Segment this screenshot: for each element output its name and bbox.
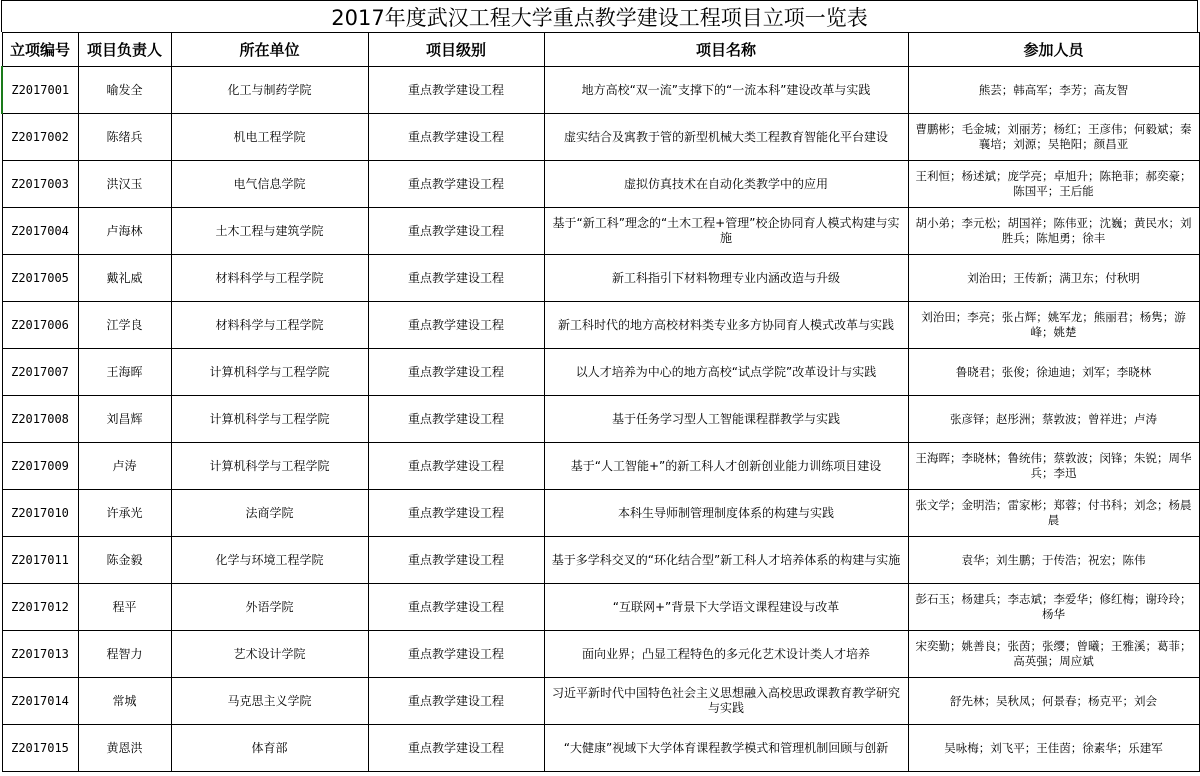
- table-row: [2, 490, 1199, 537]
- cell-leader[interactable]: 许承光: [78, 490, 171, 537]
- cell-members[interactable]: 曹鹏彬；毛金城；刘丽芳；杨红；王彦伟；何毅斌；秦襄培；刘源；吴艳阳；颜昌亚: [908, 114, 1199, 161]
- cell-project-id[interactable]: Z2017010: [2, 490, 78, 537]
- cell-leader[interactable]: 卢海林: [78, 208, 171, 255]
- cell-project-name[interactable]: 面向业界；凸显工程特色的多元化艺术设计类人才培养: [544, 631, 908, 678]
- cell-members[interactable]: 袁华；刘生鹏；于传浩；祝宏；陈伟: [908, 537, 1199, 584]
- cell-project-name[interactable]: 本科生导师制管理制度体系的构建与实践: [544, 490, 908, 537]
- cell-level[interactable]: 重点教学建设工程: [368, 490, 544, 537]
- col-header-members[interactable]: 参加人员: [908, 33, 1199, 67]
- cell-level[interactable]: 重点教学建设工程: [368, 396, 544, 443]
- cell-project-name[interactable]: 基于“新工科”理念的“土木工程+管理”校企协同育人模式构建与实施: [544, 208, 908, 255]
- cell-leader[interactable]: 陈绪兵: [78, 114, 171, 161]
- cell-unit[interactable]: 法商学院: [171, 490, 368, 537]
- table-row: [2, 67, 1199, 114]
- cell-members[interactable]: 张文学；金明浩；雷家彬；郑蓉；付书科；刘念；杨晨晨: [908, 490, 1199, 537]
- cell-project-id[interactable]: Z2017005: [2, 255, 78, 302]
- table-row: [2, 443, 1199, 490]
- cell-unit[interactable]: 机电工程学院: [171, 114, 368, 161]
- cell-project-id[interactable]: Z2017004: [2, 208, 78, 255]
- col-header-project-name[interactable]: 项目名称: [544, 33, 908, 67]
- cell-level[interactable]: 重点教学建设工程: [368, 584, 544, 631]
- cell-members[interactable]: 刘治田；李亮；张占辉；姚军龙；熊丽君；杨隽；游峰；姚楚: [908, 302, 1199, 349]
- cell-level[interactable]: 重点教学建设工程: [368, 443, 544, 490]
- cell-project-name[interactable]: 习近平新时代中国特色社会主义思想融入高校思政课教育教学研究与实践: [544, 678, 908, 725]
- cell-project-name[interactable]: “互联网+”背景下大学语文课程建设与改革: [544, 584, 908, 631]
- sheet-title: 2017年度武汉工程大学重点教学建设工程项目立项一览表: [1, 0, 1198, 32]
- cell-members[interactable]: 王利恒；杨述斌；庞学亮；卓旭升；陈艳菲；郝奕豪；陈国平；王后能: [908, 161, 1199, 208]
- header-row: [2, 33, 1199, 67]
- cell-members[interactable]: 张彦铎；赵彤洲；蔡敦波；曾祥进；卢涛: [908, 396, 1199, 443]
- cell-project-name[interactable]: 地方高校“双一流”支撑下的“一流本科”建设改革与实践: [544, 67, 908, 114]
- cell-project-name[interactable]: 虚实结合及寓教于管的新型机械大类工程教育智能化平台建设: [544, 114, 908, 161]
- cell-project-id[interactable]: Z2017014: [2, 678, 78, 725]
- cell-project-name[interactable]: 新工科时代的地方高校材料类专业多方协同育人模式改革与实践: [544, 302, 908, 349]
- cell-project-id[interactable]: Z2017008: [2, 396, 78, 443]
- cell-project-id[interactable]: Z2017013: [2, 631, 78, 678]
- cell-project-name[interactable]: 虚拟仿真技术在自动化类教学中的应用: [544, 161, 908, 208]
- table-row: [2, 584, 1199, 631]
- cell-project-name[interactable]: 基于多学科交叉的“环化结合型”新工科人才培养体系的构建与实施: [544, 537, 908, 584]
- col-header-id[interactable]: 立项编号: [2, 33, 78, 67]
- cell-leader[interactable]: 喻发全: [78, 67, 171, 114]
- cell-leader[interactable]: 程平: [78, 584, 171, 631]
- cell-level[interactable]: 重点教学建设工程: [368, 255, 544, 302]
- col-header-level[interactable]: 项目级别: [368, 33, 544, 67]
- cell-project-id[interactable]: Z2017015: [2, 725, 78, 772]
- cell-project-name[interactable]: 基于任务学习型人工智能课程群教学与实践: [544, 396, 908, 443]
- cell-project-name[interactable]: “大健康”视域下大学体育课程教学模式和管理机制回顾与创新: [544, 725, 908, 772]
- cell-unit[interactable]: 计算机科学与工程学院: [171, 349, 368, 396]
- cell-project-id[interactable]: Z2017012: [2, 584, 78, 631]
- cell-level[interactable]: 重点教学建设工程: [368, 208, 544, 255]
- table-row: [2, 396, 1199, 443]
- table-row: [2, 725, 1199, 772]
- cell-members[interactable]: 宋奕勤；姚善良；张茵；张缨；曾曦；王雅溪；葛菲；高英强；周应斌: [908, 631, 1199, 678]
- cell-leader[interactable]: 刘昌辉: [78, 396, 171, 443]
- cell-members[interactable]: 舒先林；吴秋凤；何景春；杨克平；刘会: [908, 678, 1199, 725]
- cell-level[interactable]: 重点教学建设工程: [368, 349, 544, 396]
- cell-level[interactable]: 重点教学建设工程: [368, 67, 544, 114]
- table-row: [2, 255, 1199, 302]
- spreadsheet: [1, 0, 1198, 772]
- cell-level[interactable]: 重点教学建设工程: [368, 114, 544, 161]
- cell-project-name[interactable]: 基于“人工智能+”的新工科人才创新创业能力训练项目建设: [544, 443, 908, 490]
- cell-members[interactable]: 彭石玉；杨建兵；李志斌；李爱华；修红梅；谢玲玲；杨华: [908, 584, 1199, 631]
- cell-project-name[interactable]: 以人才培养为中心的地方高校“试点学院”改革设计与实践: [544, 349, 908, 396]
- cell-members[interactable]: 吴咏梅；刘飞平；王佳茵；徐素华；乐建军: [908, 725, 1199, 772]
- cell-project-id[interactable]: Z2017011: [2, 537, 78, 584]
- cell-members[interactable]: 刘治田；王传新；满卫东；付秋明: [908, 255, 1199, 302]
- cell-unit[interactable]: 外语学院: [171, 584, 368, 631]
- cell-members[interactable]: 鲁晓君；张俊；徐迪迪；刘军；李晓林: [908, 349, 1199, 396]
- table-row: [2, 631, 1199, 678]
- cell-unit[interactable]: 艺术设计学院: [171, 631, 368, 678]
- cell-leader[interactable]: 王海晖: [78, 349, 171, 396]
- col-header-unit[interactable]: 所在单位: [171, 33, 368, 67]
- cell-level[interactable]: 重点教学建设工程: [368, 678, 544, 725]
- cell-level[interactable]: 重点教学建设工程: [368, 302, 544, 349]
- cell-level[interactable]: 重点教学建设工程: [368, 725, 544, 772]
- cell-unit[interactable]: 计算机科学与工程学院: [171, 443, 368, 490]
- table-row: [2, 161, 1199, 208]
- table-row: [2, 302, 1199, 349]
- cell-project-id[interactable]: Z2017003: [2, 161, 78, 208]
- cell-leader[interactable]: 江学良: [78, 302, 171, 349]
- cell-project-id[interactable]: Z2017001: [2, 67, 78, 114]
- cell-project-id[interactable]: Z2017009: [2, 443, 78, 490]
- cell-level[interactable]: 重点教学建设工程: [368, 537, 544, 584]
- cell-unit[interactable]: 计算机科学与工程学院: [171, 396, 368, 443]
- cell-unit[interactable]: 化学与环境工程学院: [171, 537, 368, 584]
- table-row: [2, 114, 1199, 161]
- table-row: [2, 537, 1199, 584]
- cell-project-name[interactable]: 新工科指引下材料物理专业内涵改造与升级: [544, 255, 908, 302]
- cell-members[interactable]: 王海晖；李晓林；鲁统伟；蔡敦波；闵锋；朱锐；周华兵；李迅: [908, 443, 1199, 490]
- cell-leader[interactable]: 黄恩洪: [78, 725, 171, 772]
- cell-level[interactable]: 重点教学建设工程: [368, 631, 544, 678]
- cell-unit[interactable]: 体育部: [171, 725, 368, 772]
- cell-project-id[interactable]: Z2017002: [2, 114, 78, 161]
- col-header-leader[interactable]: 项目负责人: [78, 33, 171, 67]
- cell-members[interactable]: 胡小弟；李元松；胡国祥；陈伟亚；沈巍；黄民水；刘胜兵；陈旭勇；徐丰: [908, 208, 1199, 255]
- cell-leader[interactable]: 戴礼威: [78, 255, 171, 302]
- table-row: [2, 349, 1199, 396]
- cell-unit[interactable]: 化工与制药学院: [171, 67, 368, 114]
- cell-leader[interactable]: 程智力: [78, 631, 171, 678]
- cell-unit[interactable]: 材料科学与工程学院: [171, 302, 368, 349]
- cell-level[interactable]: 重点教学建设工程: [368, 161, 544, 208]
- cell-leader[interactable]: 卢涛: [78, 443, 171, 490]
- cell-leader[interactable]: 洪汉玉: [78, 161, 171, 208]
- project-table: [1, 32, 1200, 772]
- cell-leader[interactable]: 陈金毅: [78, 537, 171, 584]
- cell-unit[interactable]: 土木工程与建筑学院: [171, 208, 368, 255]
- table-row: [2, 208, 1199, 255]
- cell-project-id[interactable]: Z2017007: [2, 349, 78, 396]
- cell-unit[interactable]: 电气信息学院: [171, 161, 368, 208]
- cell-leader[interactable]: 常城: [78, 678, 171, 725]
- cell-unit[interactable]: 材料科学与工程学院: [171, 255, 368, 302]
- cell-unit[interactable]: 马克思主义学院: [171, 678, 368, 725]
- table-row: [2, 678, 1199, 725]
- cell-project-id[interactable]: Z2017006: [2, 302, 78, 349]
- cell-members[interactable]: 熊芸；韩高军；李芳；高友智: [908, 67, 1199, 114]
